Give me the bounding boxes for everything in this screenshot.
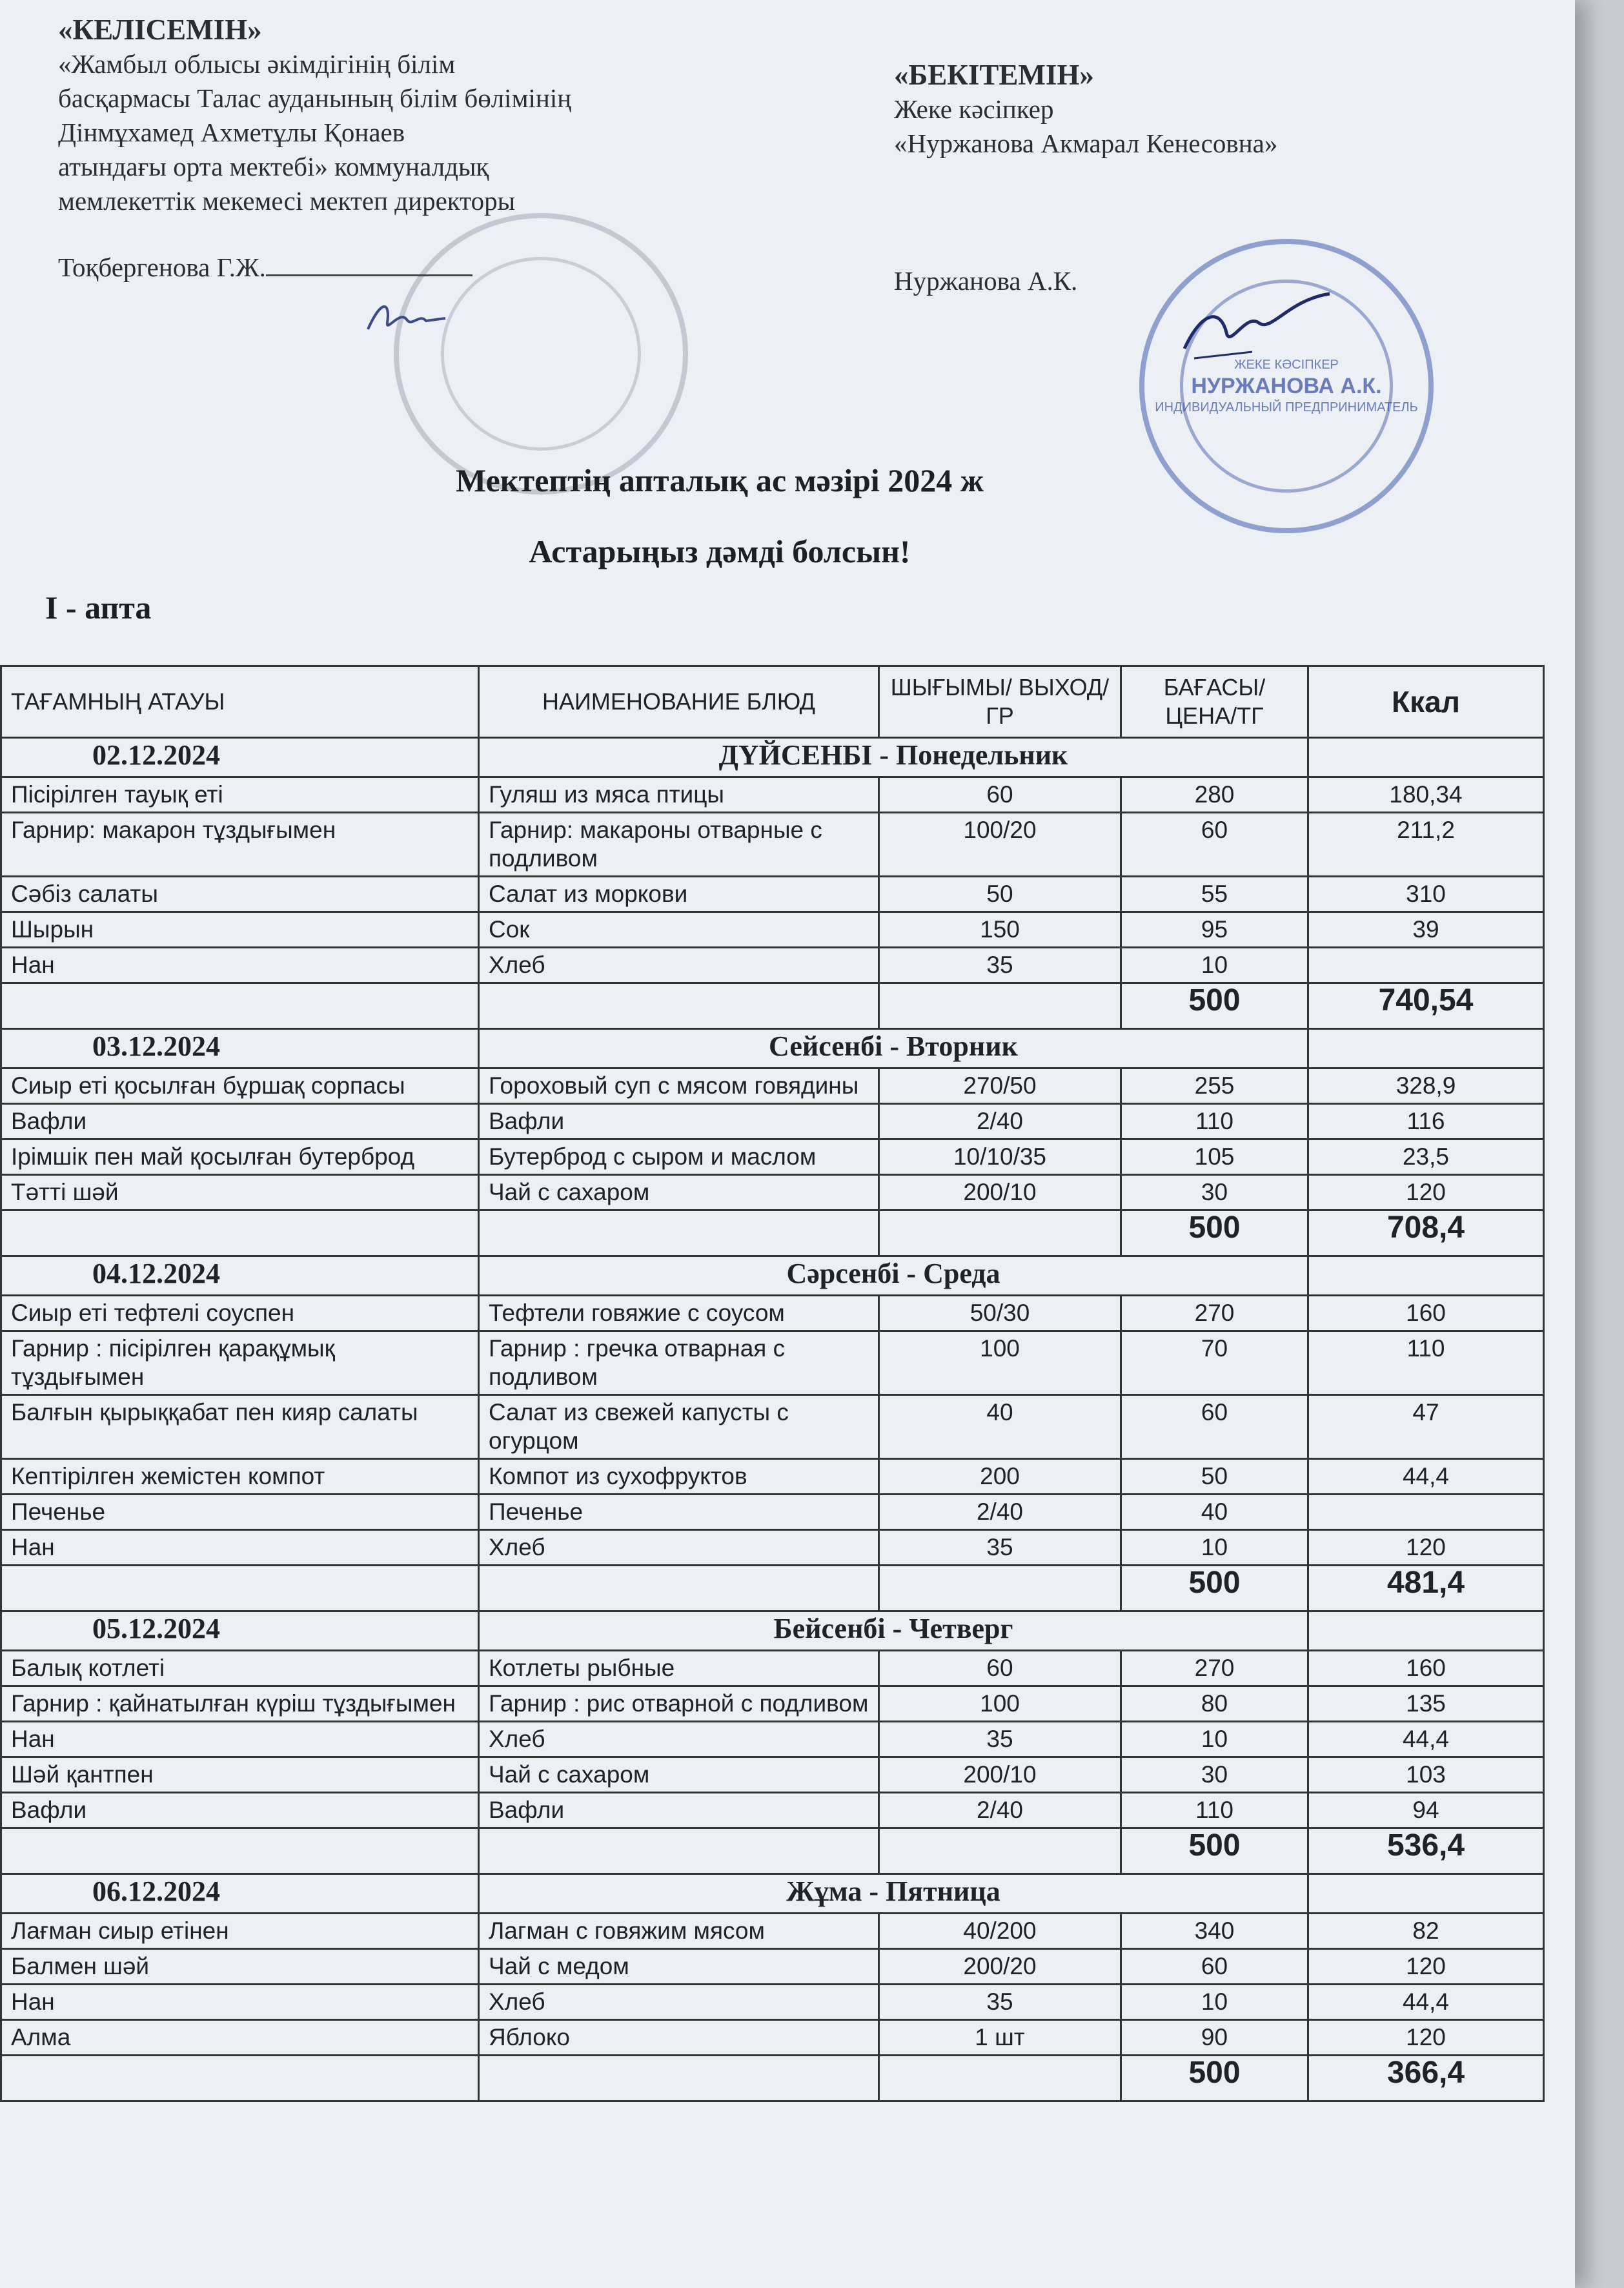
dish-kcal: 135: [1308, 1686, 1544, 1722]
day-name: Сәрсенбі - Среда: [479, 1256, 1308, 1296]
table-row: [1, 1914, 1544, 1949]
total-empty-cell: [879, 2056, 1121, 2101]
total-kcal: 366,4: [1308, 2056, 1544, 2101]
dish-name-ru: Гарнир: макароны отварные с подливом: [479, 813, 879, 877]
dish-name-kk: Нан: [1, 1530, 479, 1566]
dish-price: 110: [1121, 1104, 1308, 1139]
table-row: [1, 1722, 1544, 1757]
dish-price: 10: [1121, 1722, 1308, 1757]
dish-price: 95: [1121, 912, 1308, 948]
day-empty-cell: [1308, 1611, 1544, 1651]
dish-name-ru: Чай с медом: [479, 1949, 879, 1985]
day-header-row: [1, 1874, 1544, 1914]
signature-line: [266, 255, 472, 276]
dish-price: 40: [1121, 1495, 1308, 1530]
dish-yield: 2/40: [879, 1793, 1121, 1828]
day-empty-cell: [1308, 1874, 1544, 1914]
total-empty-cell: [879, 1828, 1121, 1874]
day-date: 04.12.2024: [1, 1256, 479, 1296]
dish-yield: 40/200: [879, 1914, 1121, 1949]
table-row: [1, 1104, 1544, 1139]
dish-name-ru: Гороховый суп с мясом говядины: [479, 1068, 879, 1104]
table-row: [1, 1068, 1544, 1104]
dish-kcal: [1308, 948, 1544, 983]
dish-price: 50: [1121, 1459, 1308, 1495]
dish-name-ru: Лагман с говяжим мясом: [479, 1914, 879, 1949]
total-price: 500: [1121, 1828, 1308, 1874]
dish-yield: 1 шт: [879, 2020, 1121, 2056]
dish-name-ru: Чай с сахаром: [479, 1757, 879, 1793]
dish-price: 80: [1121, 1686, 1308, 1722]
total-kcal: 481,4: [1308, 1566, 1544, 1611]
week-label: I - апта: [45, 589, 152, 626]
dish-price: 30: [1121, 1757, 1308, 1793]
dish-name-ru: Чай с сахаром: [479, 1175, 879, 1210]
dish-name-kk: Балғын қырыққабат пен кияр салаты: [1, 1395, 479, 1459]
dish-yield: 100: [879, 1686, 1121, 1722]
total-empty-cell: [879, 1566, 1121, 1611]
menu-title: Мектептің апталық ас мәзірі 2024 ж: [456, 462, 984, 498]
dish-yield: 2/40: [879, 1495, 1121, 1530]
dish-name-kk: Гарнир : қайнатылған күріш тұздығымен: [1, 1686, 479, 1722]
dish-name-kk: Сиыр еті тефтелі соуспен: [1, 1296, 479, 1331]
day-empty-cell: [1308, 1256, 1544, 1296]
header-yield: ШЫҒЫМЫ/ ВЫХОД/ГР: [879, 666, 1121, 738]
dish-yield: 60: [879, 777, 1121, 813]
table-row: [1, 1949, 1544, 1985]
dish-kcal: 110: [1308, 1331, 1544, 1395]
dish-yield: 40: [879, 1395, 1121, 1459]
total-empty-cell: [479, 1566, 879, 1611]
total-empty-cell: [479, 1210, 879, 1256]
dish-name-ru: Хлеб: [479, 1722, 879, 1757]
day-total-row: [1, 983, 1544, 1029]
day-name: Бейсенбі - Четверг: [479, 1611, 1308, 1651]
total-empty-cell: [1, 1566, 479, 1611]
approval-left-heading: «КЕЛІСЕМІН»: [58, 14, 262, 46]
dish-kcal: 103: [1308, 1757, 1544, 1793]
dish-name-ru: Хлеб: [479, 1530, 879, 1566]
total-price: 500: [1121, 1566, 1308, 1611]
header-price: БАҒАСЫ/ ЦЕНА/ТГ: [1121, 666, 1308, 738]
dish-kcal: 23,5: [1308, 1139, 1544, 1175]
dish-kcal: [1308, 1495, 1544, 1530]
dish-yield: 200/10: [879, 1175, 1121, 1210]
total-empty-cell: [879, 1210, 1121, 1256]
table-row: [1, 912, 1544, 948]
table-row: [1, 1686, 1544, 1722]
table-row: [1, 1757, 1544, 1793]
dish-yield: 35: [879, 948, 1121, 983]
table-row: [1, 877, 1544, 912]
day-header-row: [1, 1611, 1544, 1651]
dish-name-ru: Тефтели говяжие с соусом: [479, 1296, 879, 1331]
table-header-row: [1, 666, 1544, 738]
total-kcal: 740,54: [1308, 983, 1544, 1029]
dish-name-kk: Балық котлеті: [1, 1651, 479, 1686]
day-empty-cell: [1308, 738, 1544, 777]
dish-kcal: 120: [1308, 1175, 1544, 1210]
day-header-row: [1, 1256, 1544, 1296]
dish-name-ru: Гарнир : гречка отварная с подливом: [479, 1331, 879, 1395]
dish-price: 270: [1121, 1296, 1308, 1331]
dish-name-kk: Ірімшік пен май қосылған бутерброд: [1, 1139, 479, 1175]
table-row: [1, 1530, 1544, 1566]
approval-left-line: басқармасы Талас ауданының білім бөлімінің: [58, 83, 572, 113]
dish-name-kk: Шәй қантпен: [1, 1757, 479, 1793]
dish-kcal: 180,34: [1308, 777, 1544, 813]
table-row: [1, 1459, 1544, 1495]
table-row: [1, 1985, 1544, 2020]
total-kcal: 708,4: [1308, 1210, 1544, 1256]
approval-right-line: «Нуржанова Акмарал Кенесовна»: [894, 128, 1278, 158]
table-row: [1, 1296, 1544, 1331]
day-name: Жұма - Пятница: [479, 1874, 1308, 1914]
dish-kcal: 120: [1308, 1530, 1544, 1566]
dish-name-ru: Гарнир : рис отварной с подливом: [479, 1686, 879, 1722]
day-header-row: [1, 738, 1544, 777]
day-total-row: [1, 1828, 1544, 1874]
dish-name-kk: Пісірілген тауық еті: [1, 777, 479, 813]
dish-price: 90: [1121, 2020, 1308, 2056]
dish-price: 70: [1121, 1331, 1308, 1395]
stamp-center-text: НУРЖАНОВА А.К.: [1191, 374, 1382, 398]
dish-kcal: 160: [1308, 1651, 1544, 1686]
dish-name-ru: Салат из свежей капусты с огурцом: [479, 1395, 879, 1459]
dish-name-kk: Алма: [1, 2020, 479, 2056]
table-row: [1, 2020, 1544, 2056]
day-date: 06.12.2024: [1, 1874, 479, 1914]
dish-kcal: 160: [1308, 1296, 1544, 1331]
dish-kcal: 120: [1308, 2020, 1544, 2056]
table-row: [1, 1495, 1544, 1530]
dish-price: 280: [1121, 777, 1308, 813]
dish-name-kk: Балмен шәй: [1, 1949, 479, 1985]
dish-kcal: 82: [1308, 1914, 1544, 1949]
dish-yield: 200/10: [879, 1757, 1121, 1793]
total-price: 500: [1121, 1210, 1308, 1256]
day-date: 05.12.2024: [1, 1611, 479, 1651]
header-kcal: Ккал: [1308, 666, 1544, 738]
dish-name-ru: Печенье: [479, 1495, 879, 1530]
dish-kcal: 94: [1308, 1793, 1544, 1828]
dish-kcal: 44,4: [1308, 1985, 1544, 2020]
dish-name-ru: Котлеты рыбные: [479, 1651, 879, 1686]
dish-price: 270: [1121, 1651, 1308, 1686]
dish-price: 10: [1121, 1530, 1308, 1566]
dish-name-ru: Вафли: [479, 1104, 879, 1139]
dish-name-kk: Нан: [1, 1985, 479, 2020]
menu-table: [0, 665, 1545, 2102]
dish-yield: 100/20: [879, 813, 1121, 877]
total-price: 500: [1121, 983, 1308, 1029]
dish-price: 10: [1121, 1985, 1308, 2020]
dish-yield: 2/40: [879, 1104, 1121, 1139]
dish-name-ru: Вафли: [479, 1793, 879, 1828]
dish-name-ru: Гуляш из мяса птицы: [479, 777, 879, 813]
total-empty-cell: [479, 1828, 879, 1874]
dish-name-kk: Тәтті шәй: [1, 1175, 479, 1210]
header-ru-name: НАИМЕНОВАНИЕ БЛЮД: [479, 666, 879, 738]
dish-yield: 200/20: [879, 1949, 1121, 1985]
dish-yield: 200: [879, 1459, 1121, 1495]
dish-yield: 35: [879, 1722, 1121, 1757]
table-row: [1, 1793, 1544, 1828]
dish-yield: 100: [879, 1331, 1121, 1395]
approval-left-line: «Жамбыл облысы әкімдігінің білім: [58, 49, 456, 79]
dish-price: 105: [1121, 1139, 1308, 1175]
total-empty-cell: [479, 2056, 879, 2101]
dish-name-kk: Лағман сиыр етінен: [1, 1914, 479, 1949]
dish-yield: 270/50: [879, 1068, 1121, 1104]
dish-name-kk: Гарнир: макарон тұздығымен: [1, 813, 479, 877]
header-kk-name: ТАҒАМНЫҢ АТАУЫ: [1, 666, 479, 738]
approval-left-line: мемлекеттік мекемесі мектеп директоры: [58, 186, 516, 216]
dish-kcal: 44,4: [1308, 1459, 1544, 1495]
dish-kcal: 310: [1308, 877, 1544, 912]
stamp-bottom-text: ИНДИВИДУАЛЬНЫЙ ПРЕДПРИНИМАТЕЛЬ: [1155, 400, 1418, 414]
dish-price: 110: [1121, 1793, 1308, 1828]
dish-yield: 60: [879, 1651, 1121, 1686]
dish-name-kk: Вафли: [1, 1104, 479, 1139]
dish-yield: 150: [879, 912, 1121, 948]
day-empty-cell: [1308, 1029, 1544, 1068]
total-price: 500: [1121, 2056, 1308, 2101]
dish-kcal: 120: [1308, 1949, 1544, 1985]
dish-kcal: 211,2: [1308, 813, 1544, 877]
dish-kcal: 328,9: [1308, 1068, 1544, 1104]
dish-yield: 50/30: [879, 1296, 1121, 1331]
approval-left-line: Дінмұхамед Ахметұлы Қонаев: [58, 117, 405, 147]
day-name: Сейсенбі - Вторник: [479, 1029, 1308, 1068]
dish-price: 60: [1121, 813, 1308, 877]
dish-name-ru: Хлеб: [479, 948, 879, 983]
dish-price: 60: [1121, 1395, 1308, 1459]
total-kcal: 536,4: [1308, 1828, 1544, 1874]
dish-kcal: 47: [1308, 1395, 1544, 1459]
handwritten-signature-left: [361, 294, 452, 345]
table-row: [1, 1331, 1544, 1395]
dish-price: 60: [1121, 1949, 1308, 1985]
approval-block-left: [58, 13, 571, 285]
total-empty-cell: [1, 2056, 479, 2101]
day-total-row: [1, 1566, 1544, 1611]
day-date: 02.12.2024: [1, 738, 479, 777]
day-total-row: [1, 2056, 1544, 2101]
day-name: ДҮЙСЕНБІ - Понедельник: [479, 738, 1308, 777]
dish-name-kk: Нан: [1, 948, 479, 983]
dish-yield: 35: [879, 1530, 1121, 1566]
table-row: [1, 1395, 1544, 1459]
dish-name-kk: Вафли: [1, 1793, 479, 1828]
total-empty-cell: [1, 983, 479, 1029]
approval-right-signatory: Нуржанова А.К.: [894, 266, 1078, 296]
table-row: [1, 1175, 1544, 1210]
dish-name-ru: Бутерброд с сыром и маслом: [479, 1139, 879, 1175]
table-row: [1, 948, 1544, 983]
dish-name-kk: Гарнир : пісірілген қарақұмық тұздығымен: [1, 1331, 479, 1395]
dish-yield: 35: [879, 1985, 1121, 2020]
dish-name-kk: Сәбіз салаты: [1, 877, 479, 912]
dish-name-kk: Кептірілген жемістен компот: [1, 1459, 479, 1495]
table-row: [1, 777, 1544, 813]
total-empty-cell: [1, 1210, 479, 1256]
dish-name-ru: Компот из сухофруктов: [479, 1459, 879, 1495]
day-header-row: [1, 1029, 1544, 1068]
day-total-row: [1, 1210, 1544, 1256]
dish-yield: 50: [879, 877, 1121, 912]
dish-name-ru: Сок: [479, 912, 879, 948]
dish-name-ru: Салат из моркови: [479, 877, 879, 912]
table-row: [1, 1651, 1544, 1686]
dish-price: 10: [1121, 948, 1308, 983]
stamp-top-text: ЖЕКЕ КӘСІПКЕР: [1234, 358, 1339, 372]
table-row: [1, 1139, 1544, 1175]
dish-name-kk: Нан: [1, 1722, 479, 1757]
dish-yield: 10/10/35: [879, 1139, 1121, 1175]
dish-price: 255: [1121, 1068, 1308, 1104]
dish-name-ru: Яблоко: [479, 2020, 879, 2056]
approval-right-heading: «БЕКІТЕМІН»: [894, 59, 1094, 91]
approval-left-signatory: Тоқбергенова Г.Ж.: [58, 252, 266, 282]
dish-name-kk: Печенье: [1, 1495, 479, 1530]
dish-name-ru: Хлеб: [479, 1985, 879, 2020]
handwritten-signature-right: [1175, 287, 1343, 365]
total-empty-cell: [479, 983, 879, 1029]
approval-left-line: атындағы орта мектебі» коммуналдық: [58, 152, 489, 181]
dish-kcal: 39: [1308, 912, 1544, 948]
approval-right-line: Жеке кәсіпкер: [894, 94, 1054, 124]
dish-name-kk: Шырын: [1, 912, 479, 948]
dish-price: 30: [1121, 1175, 1308, 1210]
total-empty-cell: [1, 1828, 479, 1874]
dish-kcal: 116: [1308, 1104, 1544, 1139]
dish-price: 340: [1121, 1914, 1308, 1949]
dish-kcal: 44,4: [1308, 1722, 1544, 1757]
table-row: [1, 813, 1544, 877]
total-empty-cell: [879, 983, 1121, 1029]
day-date: 03.12.2024: [1, 1029, 479, 1068]
menu-subtitle: Астарыңыз дәмді болсын!: [529, 533, 911, 569]
dish-name-kk: Сиыр еті қосылған бұршақ сорпасы: [1, 1068, 479, 1104]
dish-price: 55: [1121, 877, 1308, 912]
